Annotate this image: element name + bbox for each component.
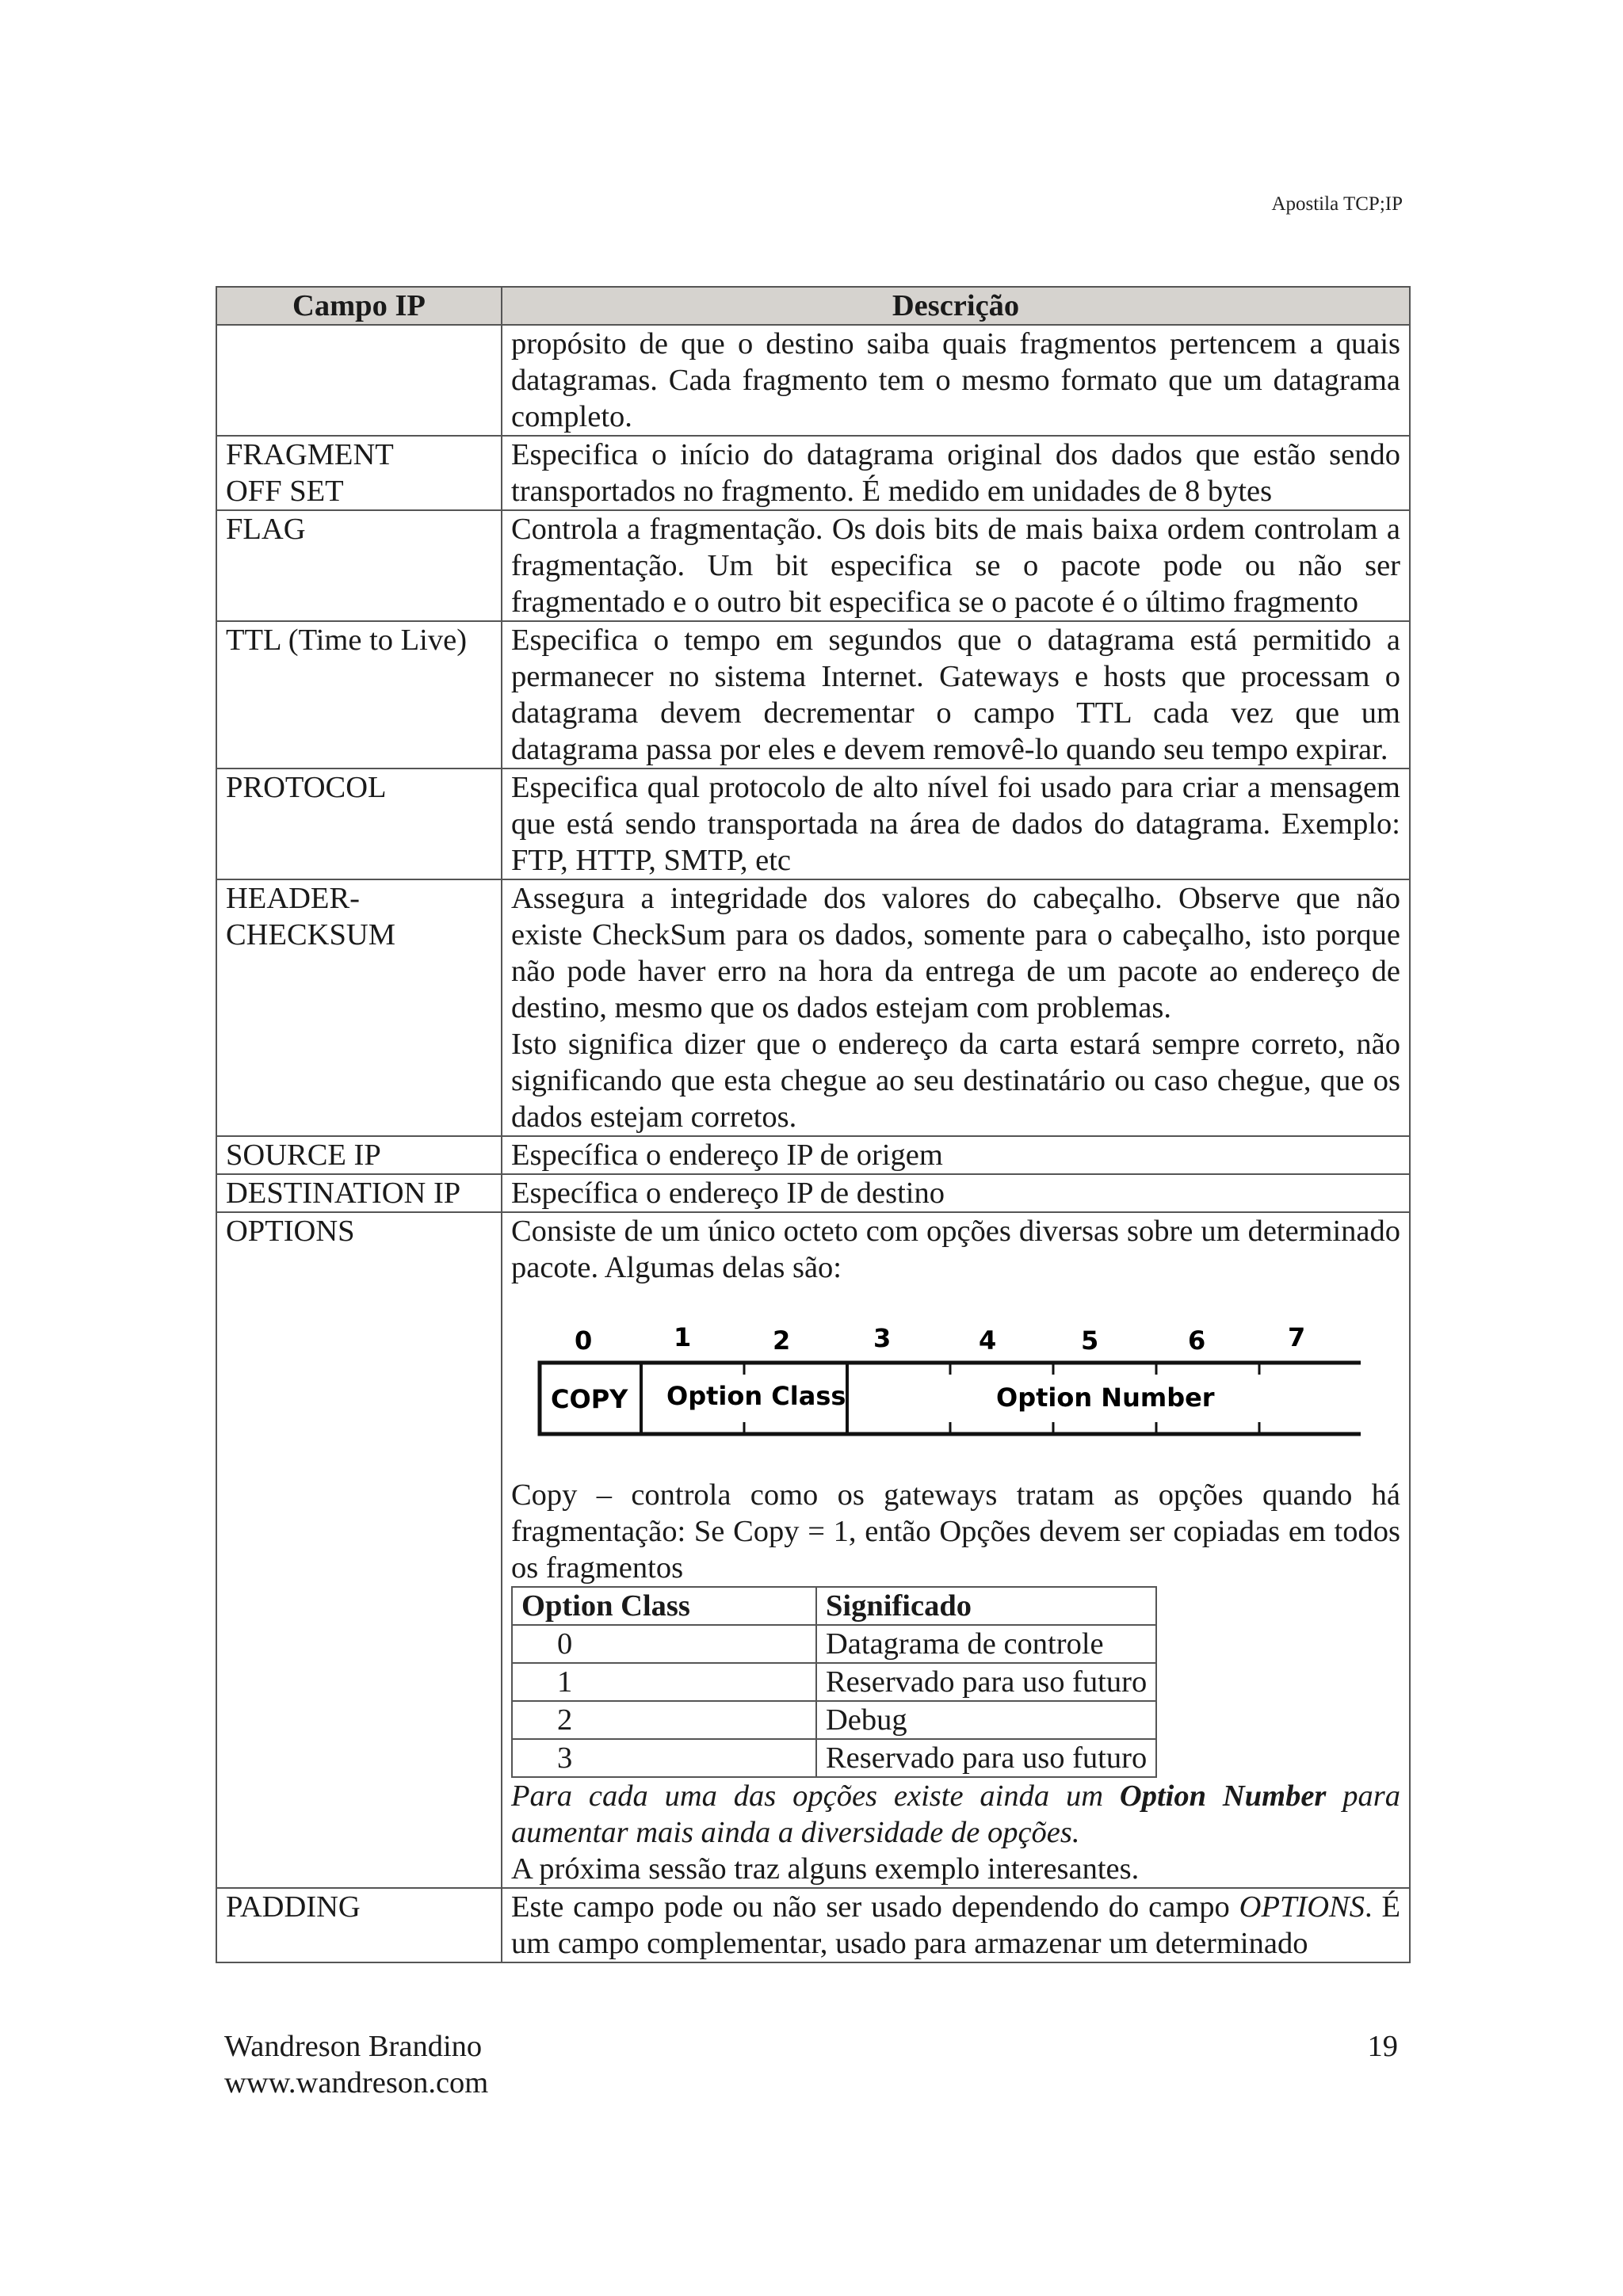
page-number: 19 [1367,2030,1398,2063]
option-class-row [512,1625,1156,1663]
option-class-number: 1 [512,1663,816,1701]
table-row [216,769,1410,879]
bit-label: 7 [1288,1322,1306,1352]
column-header-descricao: Descrição [502,287,1410,325]
option-class-row [512,1739,1156,1777]
description-cell: Especifica o início do datagrama original dos dados que estão sendo transportados no fragmento. É medido em unidades de 8 bytes [502,436,1410,510]
description-cell [502,1888,1410,1962]
option-number-field-label: Option Number [996,1383,1215,1413]
padding-emphasis: OPTIONS [1239,1890,1365,1924]
table-row [216,325,1410,436]
table-row [216,621,1410,769]
note-text: para aumentar mais ainda a diversidade de opções. [511,1779,1400,1849]
option-class-meaning: Reservado para uso futuro [816,1663,1156,1701]
footer-author-block [224,2028,488,2101]
option-class-col-header: Option Class [512,1587,816,1625]
option-class-meaning: Reservado para uso futuro [816,1739,1156,1777]
options-intro: Consiste de um único octeto com opções diversas sobre um determinado pacote. Algumas delas são: [511,1215,1400,1284]
table-row [216,1136,1410,1174]
bit-label: 0 [575,1325,593,1356]
field-cell: DESTINATION IP [216,1174,502,1212]
option-class-meaning: Debug [816,1701,1156,1739]
option-class-table [511,1586,1157,1778]
option-class-number: 2 [512,1701,816,1739]
note-emphasis: Option Number [1119,1779,1327,1813]
bit-label: 6 [1188,1325,1206,1356]
description-cell: propósito de que o destino saiba quais fragmentos pertencem a quais datagramas. Cada fragmento tem o mesmo formato que um datagrama completo. [502,325,1410,436]
option-class-number: 0 [512,1625,816,1663]
table-row [216,1888,1410,1962]
description-cell: Específica o endereço IP de destino [502,1174,1410,1212]
description-cell: Especifica o tempo em segundos que o datagrama está permitido a permanecer no sistema Internet. Gateways e hosts que processam o datagrama devem decrementar o campo TTL cada vez que um datagrama passa por eles e devem removê-lo quando seu tempo expirar. [502,621,1410,769]
field-cell [216,325,502,436]
description-cell: Especifica qual protocolo de alto nível foi usado para criar a mensagem que está sendo transportada na área de dados do datagrama. Exemplo: FTP, HTTP, SMTP, etc [502,769,1410,879]
description-cell [502,879,1410,1136]
footer-website: www.wandreson.com [224,2066,489,2100]
option-class-row [512,1663,1156,1701]
table-row [216,510,1410,621]
field-cell: PROTOCOL [216,769,502,879]
significado-col-header: Significado [816,1587,1156,1625]
options-closing: A próxima sessão traz alguns exemplo interesantes. [511,1852,1140,1886]
table-row [216,879,1410,1136]
bit-label: 5 [1081,1325,1099,1356]
option-class-field-label: Option Class [666,1381,846,1411]
footer-author: Wandreson Brandino [224,2030,483,2063]
note-text: Para cada uma das opções existe ainda um [511,1779,1120,1813]
option-class-header [512,1587,1156,1625]
padding-text: . É um campo complementar, usado para armazenar um determinado [511,1890,1400,1960]
bit-label: 2 [773,1325,791,1356]
column-header-campo: Campo IP [216,287,502,325]
field-cell: OPTIONS [216,1212,502,1888]
copy-field-label: COPY [551,1384,628,1414]
field-cell: SOURCE IP [216,1136,502,1174]
field-cell: FRAGMENT OFF SET [216,436,502,510]
field-cell: TTL (Time to Live) [216,621,502,769]
option-byte-diagram [521,1318,1361,1436]
field-cell: FLAG [216,510,502,621]
document-title: Apostila TCP;IP [1271,193,1403,215]
option-number-note [511,1778,1400,1851]
table-row-options [216,1212,1410,1888]
option-class-meaning: Datagrama de controle [816,1625,1156,1663]
option-class-number: 3 [512,1739,816,1777]
description-cell [502,1212,1410,1888]
description-paragraph: Isto significa dizer que o endereço da carta estará sempre correto, não significando que esta chegue ao seu destinatário ou caso chegue, que os dados estejam corretos. [511,1028,1400,1134]
table-row [216,436,1410,510]
bit-label: 3 [873,1323,892,1353]
field-cell: PADDING [216,1888,502,1962]
bit-label: 1 [674,1322,692,1352]
description-cell: Controla a fragmentação. Os dois bits de mais baixa ordem controlam a fragmentação. Um bit especifica se o pacote pode ou não ser fragmentado e o outro bit especifica se o pacote é o último fragmento [502,510,1410,621]
option-class-row [512,1701,1156,1739]
bit-label: 4 [979,1325,997,1356]
table-row [216,1174,1410,1212]
table-header-row [216,287,1410,325]
ip-fields-table [216,286,1411,1963]
field-cell: HEADER- CHECKSUM [216,879,502,1136]
padding-text: Este campo pode ou não ser usado dependendo do campo [511,1890,1239,1924]
description-cell: Específica o endereço IP de origem [502,1136,1410,1174]
description-paragraph: Assegura a integridade dos valores do cabeçalho. Observe que não existe CheckSum para os dados, somente para o cabeçalho, isto porque não pode haver erro na hora da entrega de um pacote ao endereço de destino, mesmo que os dados estejam com problemas. [511,882,1400,1024]
copy-description: Copy – controla como os gateways tratam as opções quando há fragmentação: Se Copy = 1, então Opções devem ser copiadas em todos os fragmentos [511,1478,1400,1585]
